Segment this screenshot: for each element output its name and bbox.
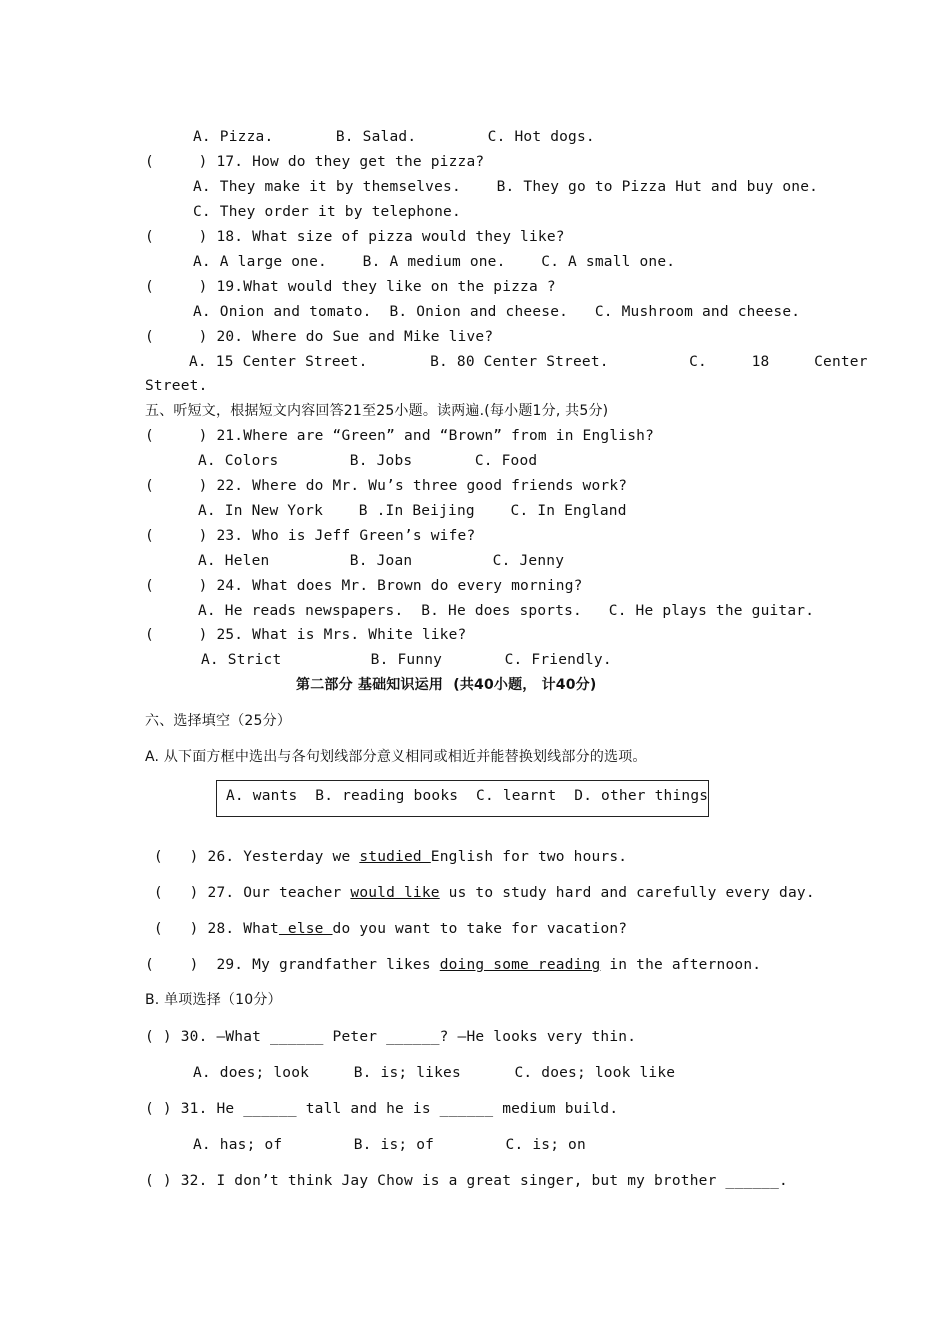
q28-post: do you want to take for vacation? <box>332 921 628 937</box>
q20-options-b: Street. <box>145 378 208 394</box>
section6-title: 六、选择填空（25分） <box>145 713 292 729</box>
q29 <box>145 955 761 975</box>
q26-post: English for two hours. <box>430 849 628 865</box>
q26-underlined: studied <box>359 849 431 865</box>
q18-options: A. A large one. B. A medium one. C. A small one. <box>193 254 676 270</box>
q20-options-a: A. 15 Center Street. B. 80 Center Street. C. 18 Center <box>189 354 868 370</box>
q17-stem: ( ) 17. How do they get the pizza? <box>145 154 485 170</box>
q22-options: A. In New York B .In Beijing C. In England <box>198 503 627 519</box>
q25-stem: ( ) 25. What is Mrs. White like? <box>145 627 467 643</box>
q21-stem: ( ) 21.Where are “Green” and “Brown” from in English? <box>145 428 654 444</box>
q24-stem: ( ) 24. What does Mr. Brown do every morning? <box>145 578 583 594</box>
vocabulary-box-text: A. wants B. reading books C. learnt D. other things <box>226 788 709 804</box>
q19-options: A. Onion and tomato. B. Onion and cheese. C. Mushroom and cheese. <box>193 304 801 320</box>
q27 <box>145 883 815 903</box>
q27-pre: ( ) 27. Our teacher <box>145 885 351 901</box>
q17-options-b: C. They order it by telephone. <box>193 204 461 220</box>
q22-stem: ( ) 22. Where do Mr. Wu’s three good friends work? <box>145 478 628 494</box>
q18-stem: ( ) 18. What size of pizza would they like? <box>145 229 565 245</box>
q20-stem: ( ) 20. Where do Sue and Mike live? <box>145 329 494 345</box>
q32-stem: ( ) 32. I don’t think Jay Chow is a great singer, but my brother ______. <box>145 1173 788 1189</box>
q26-pre: ( ) 26. Yesterday we <box>145 849 360 865</box>
q21-options: A. Colors B. Jobs C. Food <box>198 453 538 469</box>
q17-options-a: A. They make it by themselves. B. They go to Pizza Hut and buy one. <box>193 179 819 195</box>
section5-title: 五、听短文，根据短文内容回答21至25小题。读两遍.(每小题1分, 共5分) <box>145 403 609 419</box>
vocabulary-box <box>216 780 709 817</box>
q23-stem: ( ) 23. Who is Jeff Green’s wife? <box>145 528 476 544</box>
q31-options: A. has; of B. is; of C. is; on <box>193 1137 586 1153</box>
q19-stem: ( ) 19.What would they like on the pizza ? <box>145 279 556 295</box>
q30-options: A. does; look B. is; likes C. does; look like <box>193 1065 676 1081</box>
section6-b-title: B. 单项选择（10分） <box>145 992 282 1008</box>
q29-underlined: doing some reading <box>439 957 601 973</box>
q29-post: in the afternoon. <box>600 957 762 973</box>
q24-options: A. He reads newspapers. B. He does sports. C. He plays the guitar. <box>198 603 815 619</box>
q26 <box>145 847 627 867</box>
q31-stem: ( ) 31. He ______ tall and he is ______ medium build. <box>145 1101 619 1117</box>
q27-post: us to study hard and carefully every day. <box>439 885 815 901</box>
q23-options: A. Helen B. Joan C. Jenny <box>198 553 565 569</box>
q25-options: A. Strict B. Funny C. Friendly. <box>201 652 612 668</box>
q30-stem: ( ) 30. —What ______ Peter ______? —He looks very thin. <box>145 1029 637 1045</box>
part2-title: 第二部分 基础知识运用 (共40小题， 计40分) <box>296 677 597 693</box>
q16-options: A. Pizza. B. Salad. C. Hot dogs. <box>193 129 595 145</box>
q28 <box>145 919 627 939</box>
q29-pre: ( ) 29. My grandfather likes <box>145 957 440 973</box>
q27-underlined: would like <box>350 885 440 901</box>
q28-underlined: else <box>278 921 333 937</box>
section6-a-instruction: A. 从下面方框中选出与各句划线部分意义相同或相近并能替换划线部分的选项。 <box>145 749 647 765</box>
q28-pre: ( ) 28. What <box>145 921 279 937</box>
